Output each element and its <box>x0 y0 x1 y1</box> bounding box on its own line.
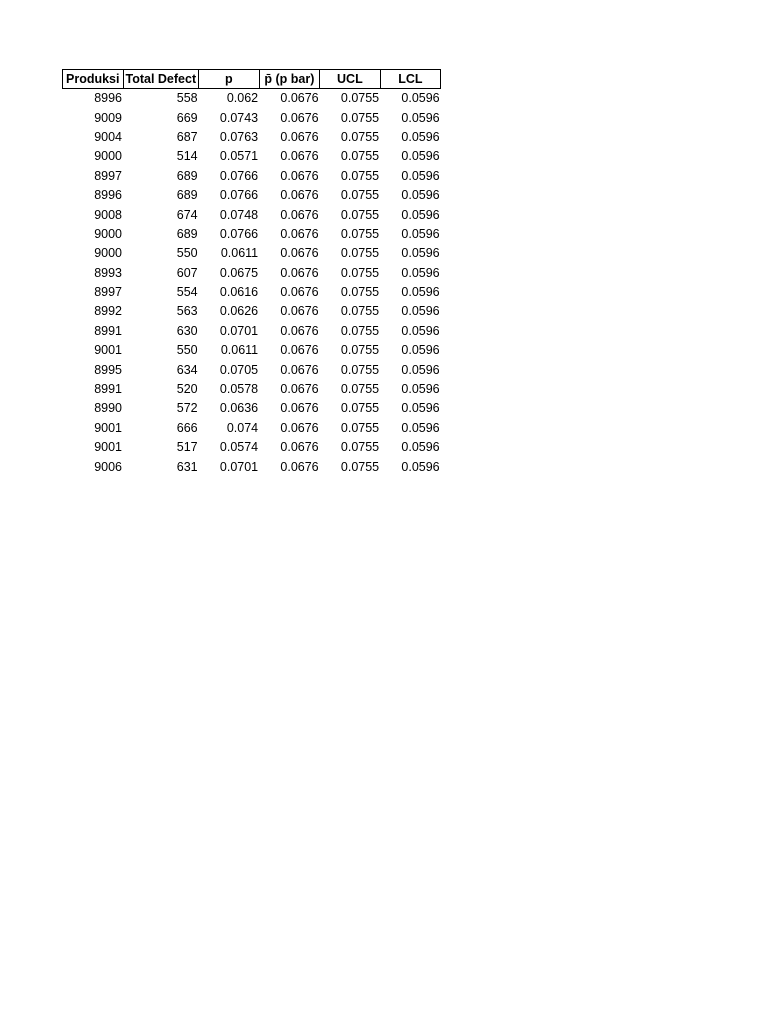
p-bar-cell[interactable]: 0.0676 <box>280 110 319 125</box>
produksi-cell[interactable]: 8997 <box>94 285 122 300</box>
ucl-cell[interactable]: 0.0755 <box>340 362 380 377</box>
lcl-cell[interactable]: 0.0596 <box>401 362 440 377</box>
p-cell[interactable]: 0.0705 <box>219 362 259 377</box>
header-lcl[interactable]: LCL <box>380 70 441 89</box>
lcl-cell[interactable]: 0.0596 <box>401 207 440 222</box>
lcl-cell[interactable]: 0.0596 <box>401 188 440 203</box>
p-bar-cell[interactable]: 0.0676 <box>280 401 319 416</box>
total-defect-cell[interactable]: 517 <box>176 440 198 455</box>
header-total-defect-label: Total Defect <box>125 72 197 86</box>
p-cell[interactable]: 0.0675 <box>219 265 259 280</box>
lcl-cell[interactable]: 0.0596 <box>401 285 440 300</box>
total-defect-cell[interactable]: 689 <box>176 168 198 183</box>
total-defect-cell[interactable]: 558 <box>176 91 198 106</box>
produksi-cell[interactable]: 9000 <box>94 149 122 164</box>
ucl-cell[interactable]: 0.0755 <box>340 382 380 397</box>
ucl-cell[interactable]: 0.0755 <box>340 343 380 358</box>
table-row <box>63 283 441 302</box>
total-defect-cell[interactable]: 666 <box>176 420 198 435</box>
p-bar-cell[interactable]: 0.0676 <box>280 168 319 183</box>
p-cell[interactable]: 0.0766 <box>219 168 259 183</box>
table-row <box>63 419 441 438</box>
p-bar-cell[interactable]: 0.0676 <box>280 129 319 144</box>
total-defect-cell[interactable]: 674 <box>176 207 198 222</box>
produksi-cell[interactable]: 9004 <box>94 129 122 144</box>
p-cell[interactable]: 0.074 <box>226 420 259 435</box>
table-row <box>63 322 441 341</box>
table-row <box>63 186 441 205</box>
p-bar-cell[interactable]: 0.0676 <box>280 304 319 319</box>
ucl-cell[interactable]: 0.0755 <box>340 207 380 222</box>
p-cell[interactable]: 0.0626 <box>219 304 259 319</box>
produksi-cell[interactable]: 9008 <box>94 207 122 222</box>
header-ucl[interactable]: UCL <box>320 70 381 89</box>
p-cell[interactable]: 0.062 <box>226 91 259 106</box>
total-defect-cell[interactable]: 572 <box>176 401 198 416</box>
p-bar-cell[interactable]: 0.0676 <box>280 323 319 338</box>
table-row <box>63 302 441 321</box>
table-body <box>63 89 441 477</box>
produksi-cell[interactable]: 8990 <box>94 401 122 416</box>
total-defect-cell[interactable]: 563 <box>176 304 198 319</box>
produksi-cell[interactable]: 8993 <box>94 265 122 280</box>
table-row <box>63 264 441 283</box>
lcl-cell[interactable]: 0.0596 <box>401 420 440 435</box>
p-bar-cell[interactable]: 0.0676 <box>280 285 319 300</box>
p-cell[interactable]: 0.0611 <box>220 246 259 261</box>
produksi-cell[interactable]: 9000 <box>94 226 122 241</box>
table-row <box>63 457 441 476</box>
header-p[interactable]: p <box>199 70 260 89</box>
lcl-cell[interactable]: 0.0596 <box>401 440 440 455</box>
table-row <box>63 167 441 186</box>
ucl-cell[interactable]: 0.0755 <box>340 459 380 474</box>
produksi-cell[interactable]: 8996 <box>94 91 122 106</box>
ucl-cell[interactable]: 0.0755 <box>340 246 380 261</box>
p-cell[interactable]: 0.0578 <box>219 382 259 397</box>
p-bar-cell[interactable]: 0.0676 <box>280 382 319 397</box>
p-bar-cell[interactable]: 0.0676 <box>280 265 319 280</box>
spreadsheet <box>62 69 441 477</box>
table-row <box>63 380 441 399</box>
ucl-cell[interactable]: 0.0755 <box>340 188 380 203</box>
p-cell[interactable]: 0.0571 <box>219 149 259 164</box>
total-defect-cell[interactable]: 554 <box>176 285 198 300</box>
table-row <box>63 128 441 147</box>
p-bar-cell[interactable]: 0.0676 <box>280 226 319 241</box>
table-header <box>63 70 441 89</box>
lcl-cell[interactable]: 0.0596 <box>401 226 440 241</box>
table-row <box>63 225 441 244</box>
header-produksi[interactable]: Produksi <box>63 70 124 89</box>
p-bar-cell[interactable]: 0.0676 <box>280 149 319 164</box>
lcl-cell[interactable]: 0.0596 <box>401 91 440 106</box>
produksi-cell[interactable]: 9001 <box>94 343 122 358</box>
lcl-cell[interactable]: 0.0596 <box>401 304 440 319</box>
total-defect-cell[interactable]: 687 <box>176 129 198 144</box>
table-row <box>63 438 441 457</box>
lcl-cell[interactable]: 0.0596 <box>401 401 440 416</box>
p-cell[interactable]: 0.0701 <box>219 323 259 338</box>
ucl-cell[interactable]: 0.0755 <box>340 149 380 164</box>
produksi-cell[interactable]: 9006 <box>94 459 122 474</box>
lcl-cell[interactable]: 0.0596 <box>401 343 440 358</box>
p-cell[interactable]: 0.0766 <box>219 188 259 203</box>
p-cell[interactable]: 0.0701 <box>219 459 259 474</box>
header-total-defect[interactable] <box>123 70 199 89</box>
p-bar-cell[interactable]: 0.0676 <box>280 343 319 358</box>
total-defect-cell[interactable]: 689 <box>176 188 198 203</box>
lcl-cell[interactable]: 0.0596 <box>401 459 440 474</box>
p-bar-cell[interactable]: 0.0676 <box>280 91 319 106</box>
table-row <box>63 89 441 109</box>
total-defect-cell[interactable]: 669 <box>176 110 198 125</box>
ucl-cell[interactable]: 0.0755 <box>340 323 380 338</box>
total-defect-cell[interactable]: 607 <box>176 265 198 280</box>
ucl-cell[interactable]: 0.0755 <box>340 91 380 106</box>
total-defect-cell[interactable]: 634 <box>176 362 198 377</box>
lcl-cell[interactable]: 0.0596 <box>401 382 440 397</box>
ucl-cell[interactable]: 0.0755 <box>340 265 380 280</box>
ucl-cell[interactable]: 0.0755 <box>340 285 380 300</box>
produksi-cell[interactable]: 8991 <box>94 382 122 397</box>
lcl-cell[interactable]: 0.0596 <box>401 110 440 125</box>
p-cell[interactable]: 0.0766 <box>219 226 259 241</box>
table-row <box>63 341 441 360</box>
p-cell[interactable]: 0.0748 <box>219 207 259 222</box>
produksi-cell[interactable]: 9001 <box>94 440 122 455</box>
table-row <box>63 360 441 379</box>
total-defect-cell[interactable]: 550 <box>176 343 198 358</box>
produksi-cell[interactable]: 8996 <box>94 188 122 203</box>
produksi-cell[interactable]: 8995 <box>94 362 122 377</box>
ucl-cell[interactable]: 0.0755 <box>340 440 380 455</box>
total-defect-cell[interactable]: 689 <box>176 226 198 241</box>
ucl-cell[interactable]: 0.0755 <box>340 168 380 183</box>
table-row <box>63 108 441 127</box>
total-defect-cell[interactable]: 520 <box>176 382 198 397</box>
table-row <box>63 205 441 224</box>
lcl-cell[interactable]: 0.0596 <box>401 265 440 280</box>
lcl-cell[interactable]: 0.0596 <box>401 323 440 338</box>
lcl-cell[interactable]: 0.0596 <box>401 129 440 144</box>
total-defect-cell[interactable]: 514 <box>176 149 198 164</box>
data-table <box>62 69 441 477</box>
produksi-cell[interactable]: 8991 <box>94 323 122 338</box>
total-defect-cell[interactable]: 631 <box>176 459 198 474</box>
header-p-bar[interactable]: p̄ (p bar) <box>259 70 320 89</box>
p-cell[interactable]: 0.0616 <box>219 285 259 300</box>
p-cell[interactable]: 0.0574 <box>219 440 259 455</box>
ucl-cell[interactable]: 0.0755 <box>340 304 380 319</box>
p-cell[interactable]: 0.0636 <box>219 401 259 416</box>
produksi-cell[interactable]: 9009 <box>94 110 122 125</box>
p-cell[interactable]: 0.0611 <box>220 343 259 358</box>
p-bar-cell[interactable]: 0.0676 <box>280 459 319 474</box>
table-row <box>63 399 441 418</box>
p-bar-cell[interactable]: 0.0676 <box>280 362 319 377</box>
p-bar-cell[interactable]: 0.0676 <box>280 440 319 455</box>
ucl-cell[interactable]: 0.0755 <box>340 401 380 416</box>
p-bar-cell[interactable]: 0.0676 <box>280 207 319 222</box>
p-bar-cell[interactable]: 0.0676 <box>280 420 319 435</box>
ucl-cell[interactable]: 0.0755 <box>340 226 380 241</box>
p-bar-cell[interactable]: 0.0676 <box>280 188 319 203</box>
table-row <box>63 244 441 263</box>
ucl-cell[interactable]: 0.0755 <box>340 110 380 125</box>
header-row <box>63 70 441 89</box>
produksi-cell[interactable]: 9001 <box>94 420 122 435</box>
produksi-cell[interactable]: 8992 <box>94 304 122 319</box>
produksi-cell[interactable]: 8997 <box>94 168 122 183</box>
p-cell[interactable]: 0.0763 <box>219 129 259 144</box>
total-defect-cell[interactable]: 630 <box>176 323 198 338</box>
table-row <box>63 147 441 166</box>
produksi-cell[interactable]: 9000 <box>94 246 122 261</box>
ucl-cell[interactable]: 0.0755 <box>340 420 380 435</box>
lcl-cell[interactable]: 0.0596 <box>401 168 440 183</box>
p-cell[interactable]: 0.0743 <box>219 110 259 125</box>
lcl-cell[interactable]: 0.0596 <box>401 246 440 261</box>
p-bar-cell[interactable]: 0.0676 <box>280 246 319 261</box>
ucl-cell[interactable]: 0.0755 <box>340 129 380 144</box>
lcl-cell[interactable]: 0.0596 <box>401 149 440 164</box>
total-defect-cell[interactable]: 550 <box>176 246 198 261</box>
